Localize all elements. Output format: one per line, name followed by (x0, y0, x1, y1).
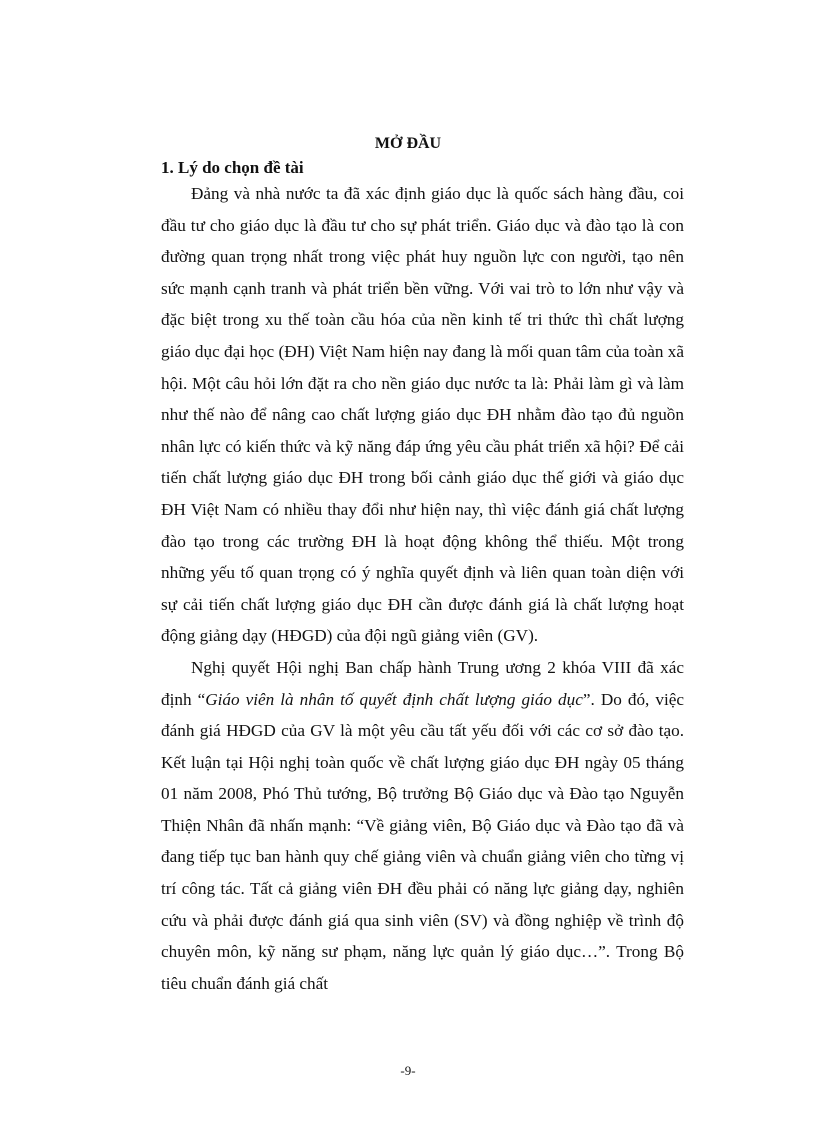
paragraph-1: Đảng và nhà nước ta đã xác định giáo dục là quốc sách hàng đầu, coi đầu tư cho giáo dục là đầu tư cho sự phát triển. Giáo dục và đào tạo là con đường quan trọng nhất trong việc phát huy nguồn lực con người, tạo nên sức mạnh cạnh tranh và phát triển bền vững. Với vai trò to lớn như vậy và đặc biệt trong xu thế toàn cầu hóa của nền kinh tế tri thức thì chất lượng giáo dục đại học (ĐH) Việt Nam hiện nay đang là mối quan tâm của toàn xã hội. Một câu hỏi lớn đặt ra cho nền giáo dục nước ta là: Phải làm gì và làm như thế nào để nâng cao chất lượng giáo dục ĐH nhằm đào tạo đủ nguồn nhân lực có kiến thức và kỹ năng đáp ứng yêu cầu phát triển xã hội? Để cải tiến chất lượng giáo dục ĐH trong bối cảnh giáo dục thế giới và giáo dục ĐH Việt Nam có nhiều thay đổi như hiện nay, thì việc đánh giá chất lượng đào tạo trong các trường ĐH là hoạt động không thể thiếu. Một trong những yếu tố quan trọng có ý nghĩa quyết định và liên quan toàn diện với sự cải tiến chất lượng giáo dục ĐH cần được đánh giá là chất lượng hoạt động giảng dạy (HĐGD) của đội ngũ giảng viên (GV). (161, 184, 684, 646)
paragraph-2-lead: Nghị quyết Hội nghị Ban chấp hành Trung ương 2 khóa VIII đã xác định “ (161, 657, 684, 709)
page-number: -9- (400, 1063, 416, 1078)
paragraph-2-quote: Giáo viên là nhân tố quyết định chất lượng giáo dục (205, 689, 583, 709)
paragraph-2 (161, 652, 684, 1000)
paragraph-2-rest: ”. Do đó, việc đánh giá HĐGD của GV là một yêu cầu tất yếu đối với các cơ sở đào tạo. Kết luận tại Hội nghị toàn quốc về chất lượng giáo dục ĐH ngày 05 tháng 01 năm 2008, Phó Thủ tướng, Bộ trưởng Bộ Giáo dục và Đào tạo Nguyễn Thiện Nhân đã nhấn mạnh: “Về giảng viên, Bộ Giáo dục và Đào tạo đã và đang tiếp tục ban hành quy chế giảng viên và chuẩn giảng viên cho từng vị trí công tác. Tất cả giảng viên ĐH đều phải có năng lực giảng dạy, nghiên cứu và phải được đánh giá qua sinh viên (SV) và đồng nghiệp về trình độ chuyên môn, kỹ năng sư phạm, năng lực quản lý giáo dục…”. Trong Bộ tiêu chuẩn đánh giá chất (161, 689, 685, 993)
body-text (161, 178, 684, 999)
page-title: MỞ ĐẦU (374, 135, 442, 152)
section-heading: 1. Lý do chọn đề tài (161, 158, 304, 177)
